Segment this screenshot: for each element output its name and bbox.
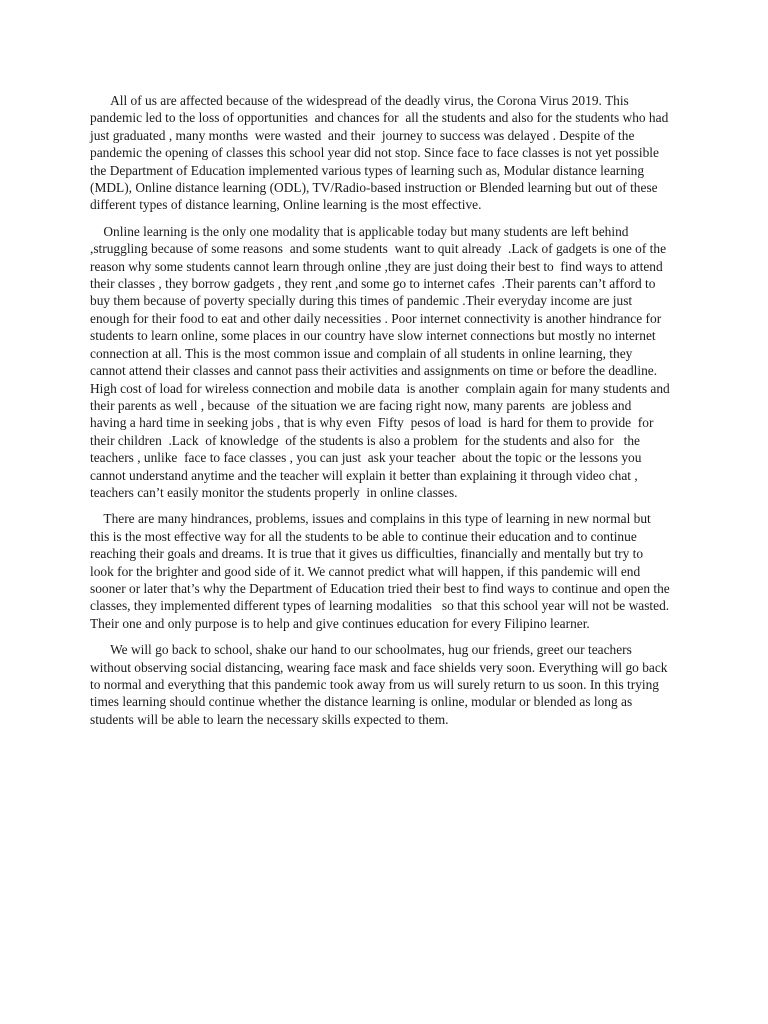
paragraph-4: We will go back to school, shake our hand to our schoolmates, hug our friends, greet our teachers without observing social distancing, wearing face mask and face shields very soon. Everything will go back to normal and everything that this pandemic took away from us will surely return to us soon. In this trying times learning should continue whether the distance learning is online, modular or blended as long as students will be able to learn the necessary skills expected to them. (90, 642, 671, 727)
essay-body (90, 92, 674, 737)
paragraph-1: All of us are affected because of the widespread of the deadly virus, the Corona Virus 2019. This pandemic led to the loss of opportunities and chances for all the students and also for the students who had just graduated , many months were wasted and their journey to success was delayed . Despite of the pandemic the opening of classes this school year did not stop. Since face to face classes is not yet possible the Department of Education implemented various types of learning such as, Modular distance learning (MDL), Online distance learning (ODL), TV/Radio-based instruction or Blended learning but out of these different types of distance learning, Online learning is the most effective. (90, 93, 672, 213)
paragraph-3: There are many hindrances, problems, issues and complains in this type of learning in new normal but this is the most effective way for all the students to be able to continue their education and to continue reaching their goals and dreams. It is true that it gives us difficulties, financially and mentally but try to look for the brighter and good side of it. We cannot predict what will happen, if this pandemic will end sooner or later that’s why the Department of Education tried their best to find ways to continue and open the classes, they implemented different types of learning modalities so that this school year will not be wasted. Their one and only purpose is to help and give continues education for every Filipino learner. (90, 511, 674, 631)
paragraph-2: Online learning is the only one modality that is applicable today but many students are left behind ,struggling because of some reasons and some students want to quit already .Lack of gadgets is one of the reason why some students cannot learn through online ,they are just doing their best to find ways to attend their classes , they borrow gadgets , they rent ,and some go to internet cafes .Their parents can’t afford to buy them because of poverty specially during this times of pandemic .Their everyday income are just enough for their food to eat and other daily necessities . Poor internet connectivity is another hindrance for students to learn online, some places in our country have slow internet connections but mostly no internet connection at all. This is the most common issue and complain of all students in online learning, they cannot attend their classes and cannot pass their activities and assignments on time or before the deadline. High cost of load for wireless connection and mobile data is another complain again for many students and their parents as well , because of the situation we are facing right now, many parents are jobless and having a hard time in seeking jobs , that is why even Fifty pesos of load is hard for them to provide for their children .Lack of knowledge of the students is also a problem for the students and also for the teachers , unlike face to face classes , you can just ask your teacher about the topic or the lessons you cannot understand anytime and the teacher will explain it better than explaining it through video chat , teachers can’t easily monitor the students properly in online classes. (90, 223, 674, 500)
